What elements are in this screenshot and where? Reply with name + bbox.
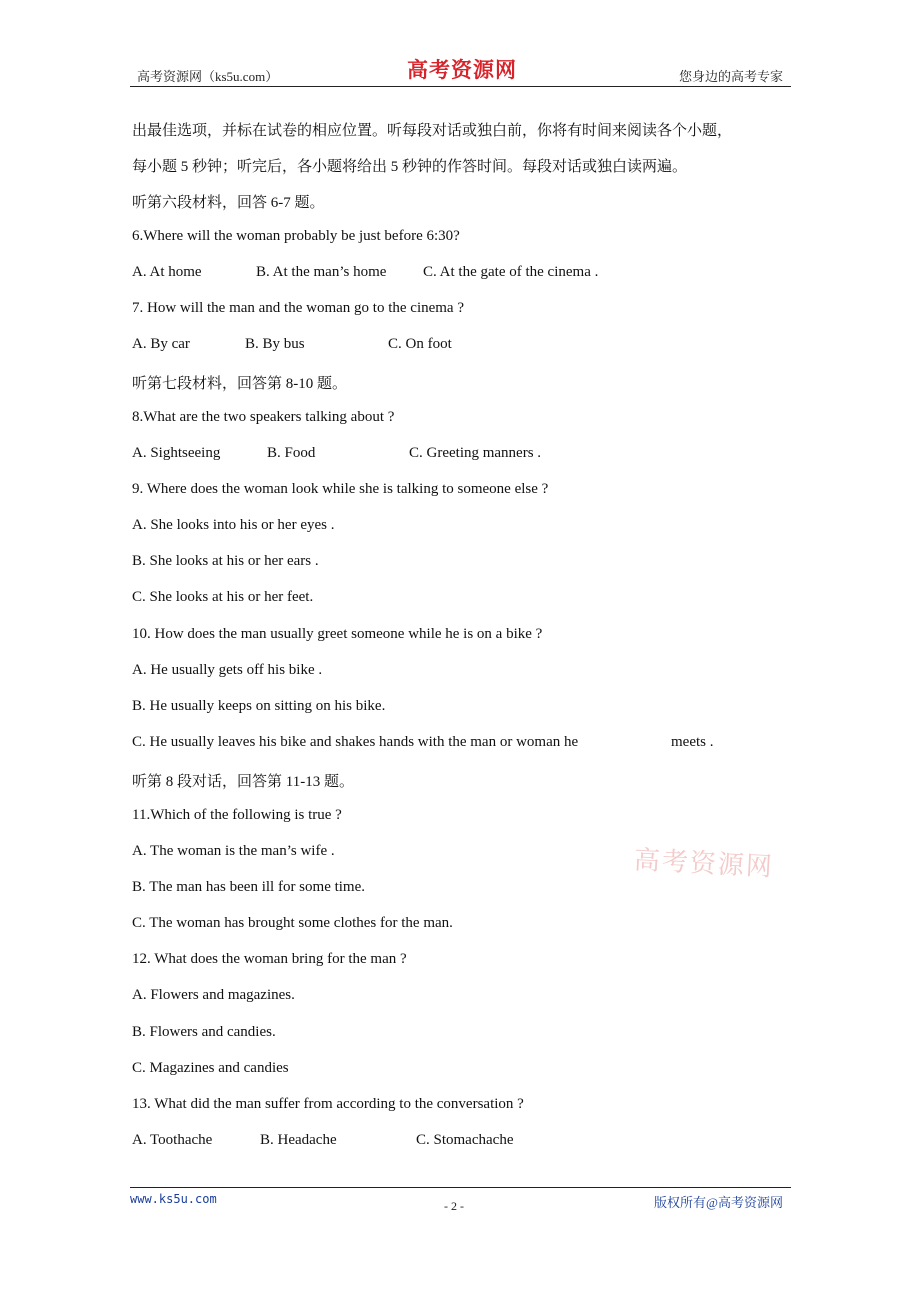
option-a: A. Toothache xyxy=(132,1132,213,1148)
question-10: 10. How does the man usually greet someone while he is on a bike ? xyxy=(132,626,543,642)
question-13: 13. What did the man suffer from according to the conversation ? xyxy=(132,1096,524,1112)
question-11: 11.Which of the following is true ? xyxy=(132,807,342,823)
option-c: C. Greeting manners . xyxy=(409,445,542,461)
option-b: B. At the man’s home xyxy=(256,264,387,280)
question-11-option-c: C. The woman has brought some clothes for the man. xyxy=(132,915,453,931)
header-slogan: 您身边的高考专家 xyxy=(678,69,783,84)
header-site-name: 高考资源网（ks5u.com） xyxy=(137,69,279,84)
section-seven-heading: 听第七段材料，回答第 8-10 题。 xyxy=(132,376,347,392)
instruction-line-2: 每小题 5 秒钟；听完后，各小题将给出 5 秒钟的作答时间。每段对话或独白读两遍。 xyxy=(132,159,688,175)
section-six-heading: 听第六段材料，回答 6-7 题。 xyxy=(132,195,325,211)
header-divider xyxy=(130,86,791,87)
question-12-option-a: A. Flowers and magazines. xyxy=(132,987,295,1003)
question-12-option-b: B. Flowers and candies. xyxy=(132,1024,276,1040)
footer-divider xyxy=(130,1187,791,1188)
option-a: A. By car xyxy=(132,336,190,352)
header-logo: 高考资源网 xyxy=(407,58,517,82)
option-b: B. By bus xyxy=(245,336,305,352)
question-11-option-a: A. The woman is the man’s wife . xyxy=(132,843,335,859)
option-b: B. Food xyxy=(267,445,316,461)
question-11-option-b: B. The man has been ill for some time. xyxy=(132,879,366,895)
question-10-option-a: A. He usually gets off his bike . xyxy=(132,662,323,678)
option-a: A. At home xyxy=(132,264,202,280)
option-c-text-end: meets . xyxy=(671,734,714,750)
footer-copyright: 版权所有@高考资源网 xyxy=(654,1195,783,1210)
question-8: 8.What are the two speakers talking about ? xyxy=(132,409,395,425)
question-9-option-a: A. She looks into his or her eyes . xyxy=(132,517,335,533)
question-10-option-b: B. He usually keeps on sitting on his bike. xyxy=(132,698,386,714)
option-c: C. At the gate of the cinema . xyxy=(423,264,599,280)
question-9-option-b: B. She looks at his or her ears . xyxy=(132,553,319,569)
page-number: - 2 - xyxy=(444,1199,464,1213)
question-12-option-c: C. Magazines and candies xyxy=(132,1060,289,1076)
footer-site-link[interactable]: www.ks5u.com xyxy=(130,1192,217,1206)
instruction-line-1: 出最佳选项，并标在试卷的相应位置。听每段对话或独白前，你将有时间来阅读各个小题， xyxy=(132,123,733,139)
option-c: C. Stomachache xyxy=(416,1132,514,1148)
option-c: C. On foot xyxy=(388,336,452,352)
option-c-text: C. He usually leaves his bike and shakes hands with the man or woman he xyxy=(132,734,579,750)
option-b: B. Headache xyxy=(260,1132,337,1148)
question-9: 9. Where does the woman look while she is talking to someone else ? xyxy=(132,481,549,497)
question-9-option-c: C. She looks at his or her feet. xyxy=(132,589,314,605)
section-eight-heading: 听第 8 段对话，回答第 11-13 题。 xyxy=(132,774,354,790)
option-a: A. Sightseeing xyxy=(132,445,221,461)
question-7: 7. How will the man and the woman go to the cinema ? xyxy=(132,300,464,316)
question-12: 12. What does the woman bring for the man ? xyxy=(132,951,407,967)
question-6: 6.Where will the woman probably be just before 6:30? xyxy=(132,228,460,244)
watermark: 高考资源网 xyxy=(633,845,775,883)
